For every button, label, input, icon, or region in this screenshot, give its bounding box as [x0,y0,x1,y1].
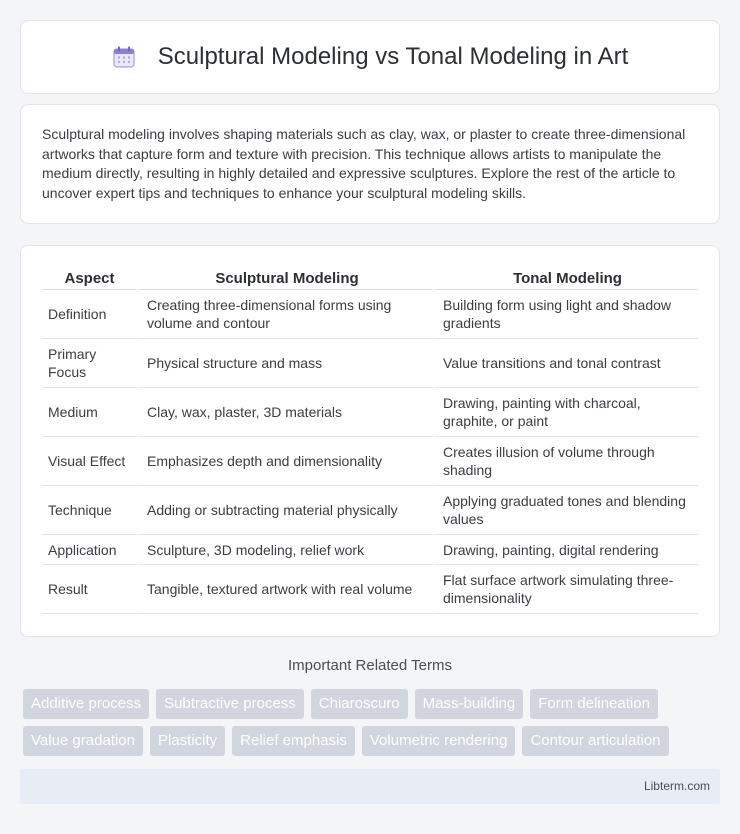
tag-value-gradation[interactable]: Value gradation [23,726,143,756]
header-tonal: Tonal Modeling [433,266,698,290]
row-sculptural: Sculpture, 3D modeling, relief work [137,535,433,565]
tag-subtractive-process[interactable]: Subtractive process [156,689,304,719]
row-aspect: Primary Focus [42,339,137,388]
page-title: Sculptural Modeling vs Tonal Modeling in Art [157,43,629,70]
row-aspect: Definition [42,290,137,339]
table-header-row [42,266,698,290]
footer [20,769,720,804]
row-sculptural: Clay, wax, plaster, 3D materials [137,388,433,437]
tag-relief-emphasis[interactable]: Relief emphasis [232,726,355,756]
header-aspect: Aspect [42,266,137,290]
tag-contour-articulation[interactable]: Contour articulation [522,726,668,756]
tag-additive-process[interactable]: Additive process [23,689,149,719]
header-sculptural: Sculptural Modeling [137,266,433,290]
row-tonal: Value transitions and tonal contrast [433,339,698,388]
row-tonal: Creates illusion of volume through shading [433,437,698,486]
row-aspect: Medium [42,388,137,437]
related-terms-tags [23,689,723,756]
intro-card [20,104,720,224]
row-sculptural: Adding or subtracting material physically [137,486,433,535]
tag-form-delineation[interactable]: Form delineation [530,689,658,719]
row-aspect: Technique [42,486,137,535]
intro-text: Sculptural modeling involves shaping materials such as clay, wax, or plaster to create three-dimensional artworks that capture form and texture with precision. This technique allows artists to manipulate the medium directly, resulting in highly detailed and expressive sculptures. Explore the rest of the article to uncover expert tips and techniques to enhance your sculptural modeling skills. [42,126,686,201]
title-card [20,20,720,94]
calendar-icon [112,45,136,69]
tag-plasticity[interactable]: Plasticity [150,726,225,756]
table-row [42,437,698,486]
related-terms-title: Important Related Terms [288,657,452,674]
comparison-table-card [20,245,720,637]
comparison-table [42,266,698,614]
row-sculptural: Tangible, textured artwork with real volume [137,565,433,614]
row-sculptural: Physical structure and mass [137,339,433,388]
row-tonal: Applying graduated tones and blending values [433,486,698,535]
table-row [42,339,698,388]
table-row [42,388,698,437]
footer-brand-link[interactable]: Libterm.com [643,779,710,793]
row-aspect: Visual Effect [42,437,137,486]
table-row [42,565,698,614]
row-sculptural: Emphasizes depth and dimensionality [137,437,433,486]
tag-mass-building[interactable]: Mass-building [415,689,524,719]
row-tonal: Building form using light and shadow gradients [433,290,698,339]
row-tonal: Drawing, painting, digital rendering [433,535,698,565]
table-row [42,535,698,565]
tag-chiaroscuro[interactable]: Chiaroscuro [311,689,408,719]
table-row [42,290,698,339]
tag-volumetric-rendering[interactable]: Volumetric rendering [362,726,516,756]
table-row [42,486,698,535]
row-sculptural: Creating three-dimensional forms using volume and contour [137,290,433,339]
row-aspect: Application [42,535,137,565]
row-aspect: Result [42,565,137,614]
row-tonal: Flat surface artwork simulating three-dimensionality [433,565,698,614]
row-tonal: Drawing, painting with charcoal, graphite, or paint [433,388,698,437]
